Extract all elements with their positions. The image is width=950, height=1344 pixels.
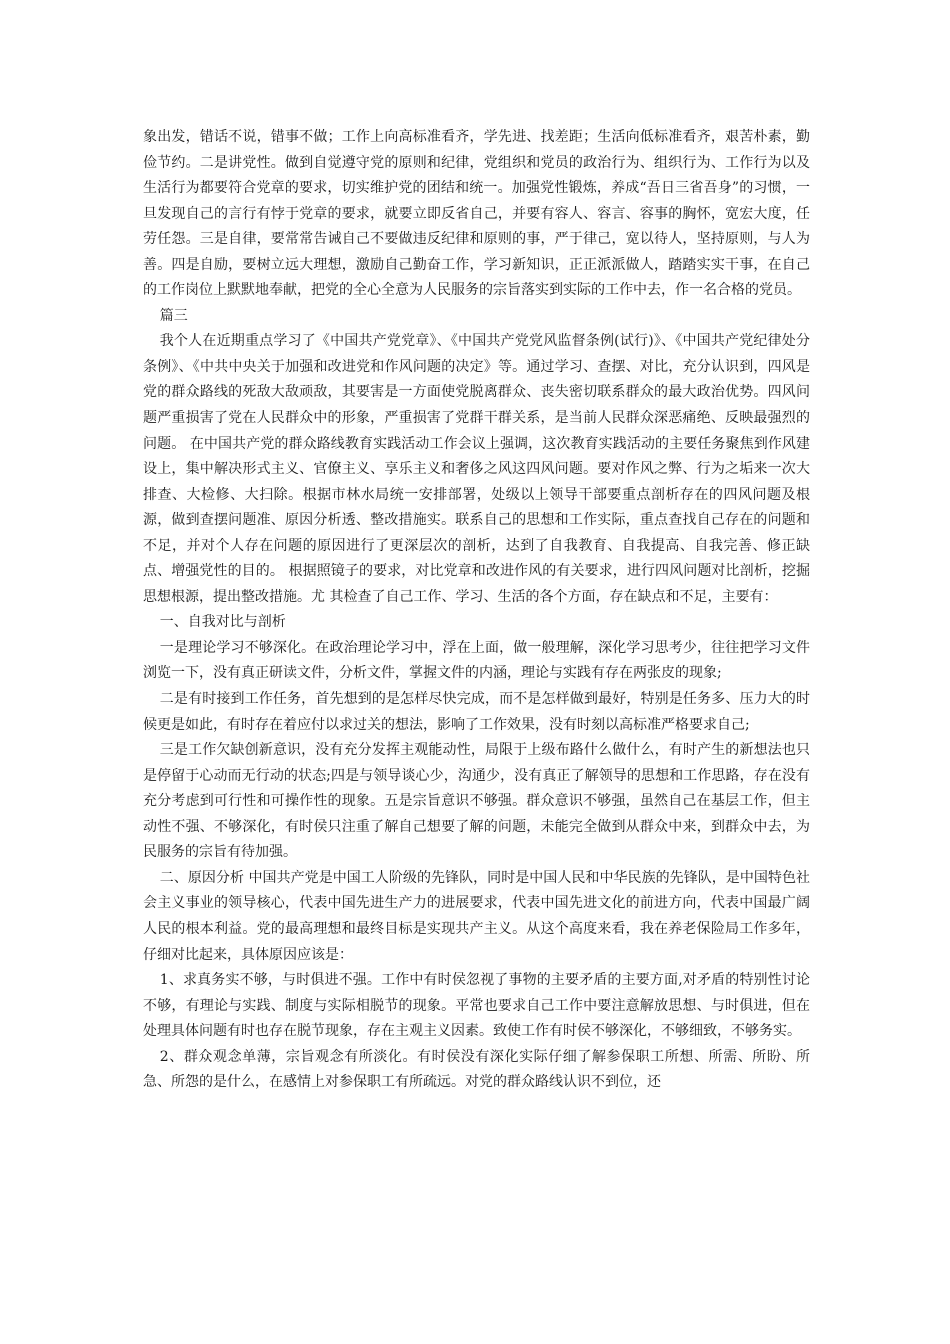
document-body: [143, 125, 810, 1096]
paragraph-cause-one: 1、求真务实不够，与时俱进不强。工作中有时侯忽视了事物的主要矛盾的主要方面,对矛盾的特别性讨论不够，有理论与实践、制度与实际相脱节的现象。平常也要求自己工作中要注意解放思想、与时俱进，但在处理具体问题有时也存在脱节现象，存在主观主义因素。致使工作有时侯不够深化，不够细致，不够务实。: [143, 972, 810, 1040]
paragraph-cause-two: 2、群众观念单薄，宗旨观念有所淡化。有时侯没有深化实际仔细了解参保职工所想、所需、所盼、所急、所怨的是什么，在感情上对参保职工有所疏远。对党的群众路线认识不到位，还: [143, 1048, 810, 1091]
paragraph-point-one: 一是理论学习不够深化。在政治理论学习中，浮在上面，做一般理解，深化学习思考少，往往把学习文件浏览一下，没有真正研读文件，分析文件，掌握文件的内涵，理论与实践有存在两张皮的现象;: [143, 639, 810, 682]
section-heading-part-three: 篇三: [159, 307, 188, 324]
paragraph-point-three: 三是工作欠缺创新意识，没有充分发挥主观能动性，局限于上级布路什么做什么，有时产生的新想法也只是停留于心动而无行动的状态;四是与领导谈心少，沟通少，没有真正了解领导的思想和工作思路，存在没有充分考虑到可行性和可操作性的现象。五是宗旨意识不够强。群众意识不够强，虽然自己在基层工作，但主动性不强、不够深化，有时侯只注重了解自己想要了解的问题，未能完全做到从群众中来，到群众中去，为民服务的宗旨有待加强。: [143, 742, 810, 861]
paragraph-cause-analysis: 二、原因分析 中国共产党是中国工人阶级的先锋队，同时是中国人民和中华民族的先锋队，是中国特色社会主义事业的领导核心，代表中国先进生产力的进展要求，代表中国先进文化的前进方向，代表中国最广阔人民的根本利益。党的最高理想和最终目标是实现共产主义。从这个高度来看，我在养老保险局工作多年，仔细对比起来，具体原因应该是：: [143, 869, 810, 963]
section-heading-self-comparison: 一、自我对比与剖析: [159, 614, 286, 631]
paragraph-study-summary: 我个人在近期重点学习了《中国共产党党章》、《中国共产党党风监督条例(试行)》、《中国共产党纪律处分条例》、《中共中央关于加强和改进党和作风问题的决定》等。通过学习、查摆、对比，充分认识到，四风是党的群众路线的死敌大敌顽敌，其要害是一方面使党脱离群众、丧失密切联系群众的最大政治优势。四风问题严重损害了党在人民群众中的形象，严重损害了党群干群关系，是当前人民群众深恶痛绝、反映最强烈的问题。 在中国共产党的群众路线教育实践活动工作会议上强调，这次教育实践活动的主要任务聚焦到作风建设上，集中解决形式主义、官僚主义、享乐主义和奢侈之风这四风问题。要对作风之弊、行为之垢来一次大排查、大检修、大扫除。根据市林水局统一安排部署，处级以上领导干部要重点剖析存在的四风问题及根源，做到查摆问题准、原因分析透、整改措施实。联系自己的思想和工作实际，重点查找自己存在的问题和不足，并对个人存在问题的原因进行了更深层次的剖析，达到了自我教育、自我提高、自我完善、修正缺点、增强党性的目的。 根据照镜子的要求，对比党章和改进作风的有关要求，进行四风问题对比剖析，挖掘思想根源，提出整改措施。尤 其检查了自己工作、学习、生活的各个方面，存在缺点和不足，主要有：: [143, 333, 810, 605]
paragraph-continuation: 象出发，错话不说，错事不做；工作上向高标准看齐，学先进、找差距；生活向低标准看齐，艰苦朴素，勤俭节约。二是讲党性。做到自觉遵守党的原则和纪律，党组织和党员的政治行为、组织行为、工作行为以及生活行为都要符合党章的要求，切实维护党的团结和统一。加强党性锻炼，养成“吾日三省吾身”的习惯，一旦发现自己的言行有悖于党章的要求，就要立即反省自己，并要有容人、容言、容事的胸怀，宽宏大度，任劳任怨。三是自律，要常常告诫自己不要做违反纪律和原则的事，严于律己，宽以待人，坚持原则，与人为善。四是自励，要树立远大理想，激励自己勤奋工作，学习新知识，正正派派做人，踏踏实实干事，在自己的工作岗位上默默地奉献，把党的全心全意为人民服务的宗旨落实到实际的工作中去，作一名合格的党员。: [143, 129, 810, 299]
paragraph-point-two: 二是有时接到工作任务，首先想到的是怎样尽快完成，而不是怎样做到最好，特别是任务多、压力大的时候更是如此，有时存在着应付以求过关的想法，影响了工作效果，没有时刻以高标准严格要求自己;: [143, 691, 810, 733]
